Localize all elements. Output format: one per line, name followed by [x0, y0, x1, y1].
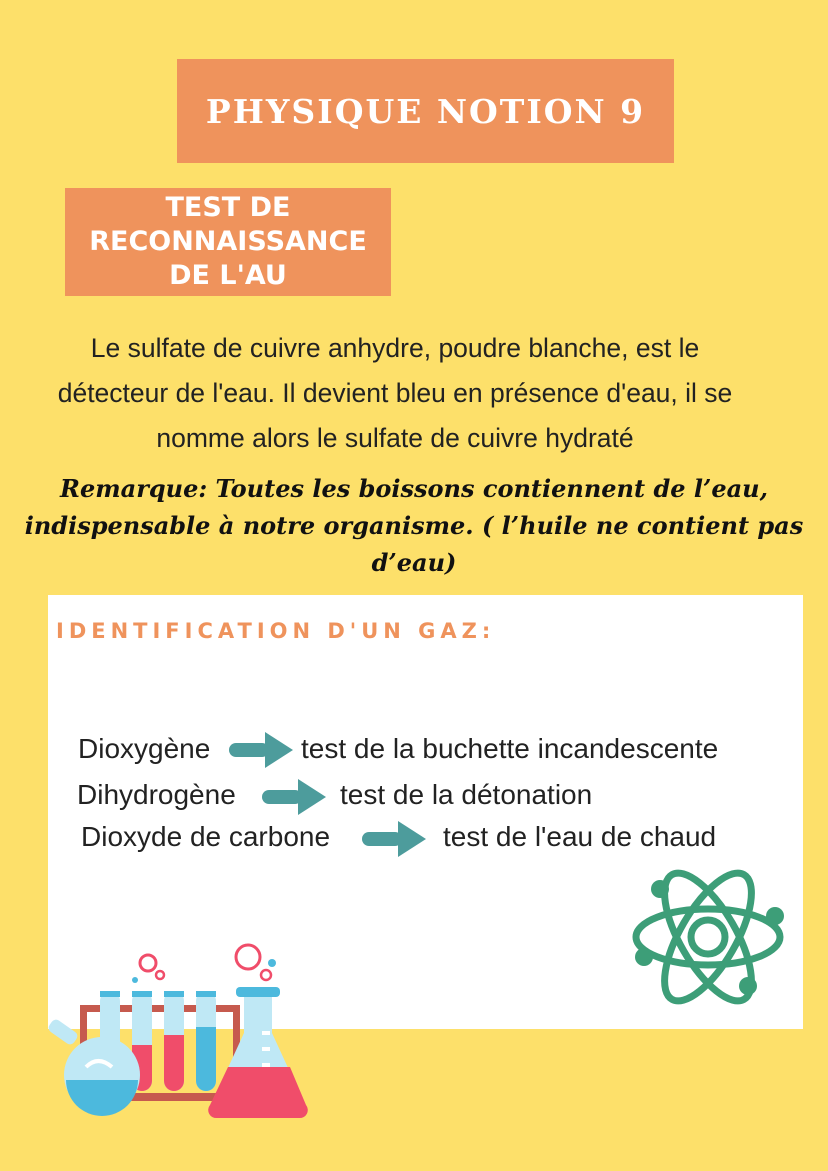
page-title: PHYSIQUE NOTION 9: [205, 91, 646, 131]
title-banner: [177, 59, 674, 163]
gas-test: test de la détonation: [340, 779, 593, 810]
remark-line: indispensable à notre organisme. ( l’huile ne contient pas: [24, 511, 804, 540]
subtitle-banner: [65, 188, 391, 296]
gas-name: Dihydrogène: [77, 779, 236, 810]
arrow-right-icon: [260, 777, 328, 817]
gas-test: test de l'eau de chaud: [443, 821, 717, 852]
gas-row-dioxygene: [78, 733, 210, 765]
gas-row-dihydrogene: [77, 779, 236, 811]
intro-paragraph: [0, 326, 790, 461]
gas-test-dihydrogene: [340, 779, 592, 811]
arrow-right-icon: [360, 819, 428, 859]
remark-line: d’eau): [371, 548, 457, 577]
gas-row-dioxyde-carbone: [81, 821, 330, 853]
atom-icon: [630, 862, 786, 1012]
gas-test: test de la buchette incandescente: [301, 733, 719, 764]
intro-line: nomme alors le sulfate de cuivre hydraté: [156, 423, 634, 453]
remark-line: Remarque: Toutes les boissons contiennent de l’eau,: [60, 474, 768, 503]
gas-test-dioxyde-carbone: [443, 821, 716, 853]
intro-line: Le sulfate de cuivre anhydre, poudre blanche, est le: [90, 333, 700, 363]
gas-test-dioxygene: [301, 733, 718, 765]
intro-line: détecteur de l'eau. Il devient bleu en présence d'eau, il se: [57, 378, 733, 408]
gas-name: Dioxyde de carbone: [81, 821, 331, 852]
section-title: TEST DE RECONNAISSANCE DE L'AU: [89, 192, 367, 291]
remark-paragraph: [0, 470, 828, 581]
lab-glassware-icon: [40, 935, 320, 1125]
panel-title: IDENTIFICATION D'UN GAZ:: [56, 619, 496, 643]
gas-name: Dioxygène: [78, 733, 211, 764]
arrow-right-icon: [227, 730, 295, 770]
